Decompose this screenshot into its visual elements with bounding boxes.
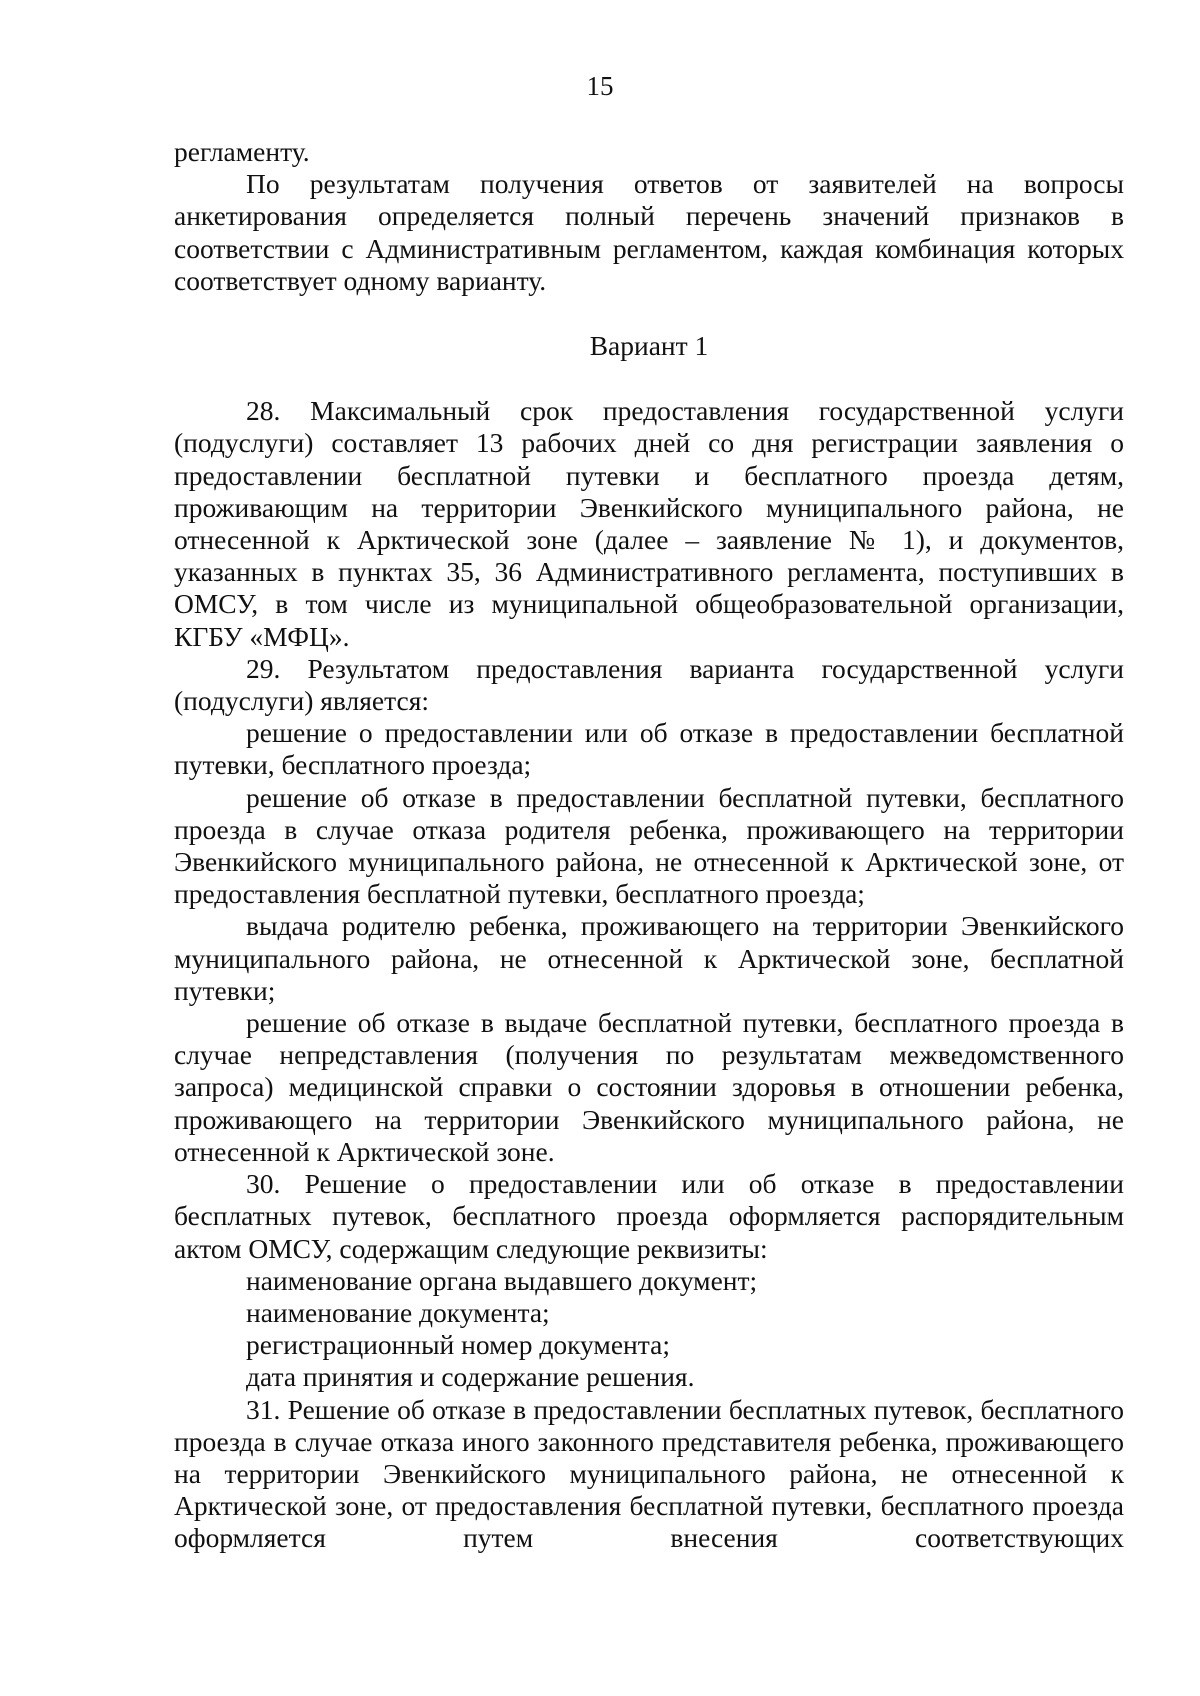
document-body bbox=[174, 136, 1124, 1555]
paragraph-28: 28. Максимальный срок предоставления государственной услуги (подуслуги) составляет 13 рабочих дней со дня регистрации заявления о предоставлении бесплатной путевки и бесплатного проезда детям, проживающим на территории Эвенкийского муниципального района, не отнесенной к Арктической зоне (далее – заявление № 1), и документов, указанных в пунктах 35, 36 Административного регламента, поступивших в ОМСУ, в том числе из муниципальной общеобразовательной организации, КГБУ «МФЦ». bbox=[174, 395, 1124, 652]
result-item-1: решение о предоставлении или об отказе в предоставлении бесплатной путевки, бесплатного проезда; bbox=[174, 717, 1124, 781]
requisite-item-3: регистрационный номер документа; bbox=[246, 1329, 670, 1361]
result-item-2: решение об отказе в предоставлении бесплатной путевки, бесплатного проезда в случае отказа родителя ребенка, проживающего на территории Эвенкийского муниципального района, не отнесенной к Арктической зоне, от предоставления бесплатной путевки, бесплатного проезда; bbox=[174, 781, 1124, 910]
requisite-item-4: дата принятия и содержание решения. bbox=[246, 1361, 695, 1393]
requisite-item-1: наименование органа выдавшего документ; bbox=[246, 1264, 758, 1296]
paragraph-31: 31. Решение об отказе в предоставлении бесплатных путевок, бесплатного проезда в случае отказа иного законного представителя ребенка, проживающего на территории Эвенкийского муниципального района, не отнесенной к Арктической зоне, от предоставления бесплатной путевки, бесплатного проезда оформляется путем внесения соответствующих bbox=[174, 1393, 1124, 1554]
paragraph-survey-results: По результатам получения ответов от заявителей на вопросы анкетирования определяется полный перечень значений признаков в соответствии с Административным регламентом, каждая комбинация которых соответствует одному варианту. bbox=[174, 168, 1124, 296]
section-heading-variant-1: Вариант 1 bbox=[589, 330, 709, 362]
result-item-3: выдача родителю ребенка, проживающего на территории Эвенкийского муниципального района, не отнесенной к Арктической зоне, бесплатной путевки; bbox=[174, 910, 1124, 1006]
requisite-item-2: наименование документа; bbox=[246, 1296, 550, 1328]
paragraph-29: 29. Результатом предоставления варианта государственной услуги (подуслуги) является: bbox=[174, 652, 1124, 717]
paragraph-continuation: регламенту. bbox=[174, 136, 310, 167]
paragraph-30: 30. Решение о предоставлении или об отказе в предоставлении бесплатных путевок, бесплатного проезда оформляется распорядительным актом ОМСУ, содержащим следующие реквизиты: bbox=[174, 1168, 1124, 1264]
page-number: 15 bbox=[586, 71, 614, 101]
result-item-4: решение об отказе в выдаче бесплатной путевки, бесплатного проезда в случае непредставления (получения по результатам межведомственного запроса) медицинской справки о состоянии здоровья в отношении ребенка, проживающего на территории Эвенкийского муниципального района, не отнесенной к Арктической зоне. bbox=[174, 1007, 1124, 1167]
